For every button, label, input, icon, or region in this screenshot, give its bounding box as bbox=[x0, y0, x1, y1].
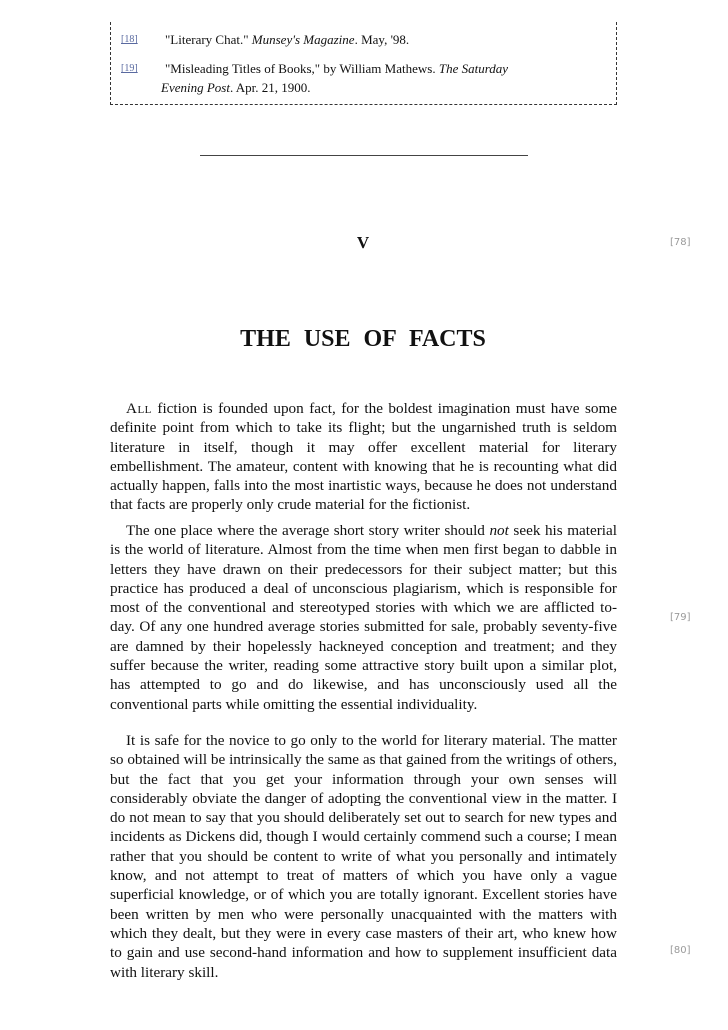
footnote-19 bbox=[121, 59, 608, 97]
page-number-79: [79] bbox=[670, 612, 691, 623]
footnote-18 bbox=[121, 30, 608, 49]
chapter-number bbox=[0, 233, 728, 253]
paragraph-1 bbox=[110, 399, 617, 515]
paragraph-2 bbox=[110, 521, 617, 714]
paragraph-text: It is safe for the novice to go only to the world for literary material. The matter so obtained will be intrinsically the same as that gained from the writings of others, but the fact that you get your information through your own senses will considerably obviate the danger of adopting the conventional view in the matter. I do not mean to say that you should deliberately set out to search for new types and incidents as Dickens did, though I would certainly commend such a course; I mean rather that you should be content to write of what you personally and intimately know, and not attempt to treat of matters of which you have only a vague superficial knowledge, or of which you are totally ignorant. Excellent stories have been written by men who were personally unacquainted with the matters with which they dealt, but they were in every case masters of their art, who knew how to gain and use second-hand information and how to supplement insufficient data with literary skill. bbox=[110, 732, 617, 981]
footnote-ref-link[interactable]: [18] bbox=[121, 34, 138, 45]
footnote-text-part: "Literary Chat." bbox=[165, 32, 252, 47]
paragraph-3 bbox=[110, 731, 617, 982]
paragraph-text: fiction is founded upon fact, for the boldest imagination must have some definite point from which to take its flight; but the ungarnished truth is seldom literature in itself, though it may offer excellent material for literary embellishment. The amateur, content with knowing that he is recounting what did actually happen, falls into the most inartistic ways, because he does not understand that facts are properly only crude material for the fictionist. bbox=[110, 400, 617, 514]
footnote-text-part: "Misleading Titles of Books," by William Mathews. bbox=[165, 61, 439, 76]
emphasis-text: not bbox=[489, 522, 509, 539]
footnote-text bbox=[165, 59, 608, 78]
footnote-italic-title: The Saturday bbox=[438, 61, 509, 76]
footnotes-box bbox=[110, 22, 617, 105]
footnote-italic-title: Munsey's Magazine bbox=[251, 32, 355, 47]
chapter-title-text: THE USE OF FACTS bbox=[240, 326, 486, 352]
footnote-text-continued bbox=[161, 78, 608, 97]
page-number-80: [80] bbox=[670, 945, 691, 956]
paragraph-text: seek his material is the world of literature. Almost from the time when men first began to dabble in letters they have drawn on their predecessors for their subject matter; but this practice has produced a deal of unconscious plagiarism, which is responsible for most of the conventional and stereotyped stories with which we are afflicted to-day. Of any one hundred average stories submitted for sale, probably seventy-five are damned by their hopelessly hackneyed conception and treatment; and they suffer because the writer, reading some attractive story built upon a similar plot, has attempted to go and do likewise, and has unconsciously used all the conventional parts while omitting the essential individuality. bbox=[110, 522, 617, 713]
footnote-text-part: . May, '98. bbox=[354, 32, 410, 47]
footnote-text-part: . Apr. 21, 1900. bbox=[229, 80, 311, 95]
page-number-78: [78] bbox=[670, 237, 691, 248]
footnote-ref-link[interactable]: [19] bbox=[121, 63, 138, 74]
footnote-text bbox=[165, 30, 608, 49]
section-divider bbox=[200, 155, 528, 156]
chapter-number-text: V bbox=[356, 233, 370, 252]
chapter-title bbox=[0, 326, 728, 353]
paragraph-text: The one place where the average short story writer should bbox=[126, 522, 490, 539]
drop-word: All bbox=[126, 400, 152, 417]
footnote-italic-title: Evening Post bbox=[161, 80, 230, 95]
